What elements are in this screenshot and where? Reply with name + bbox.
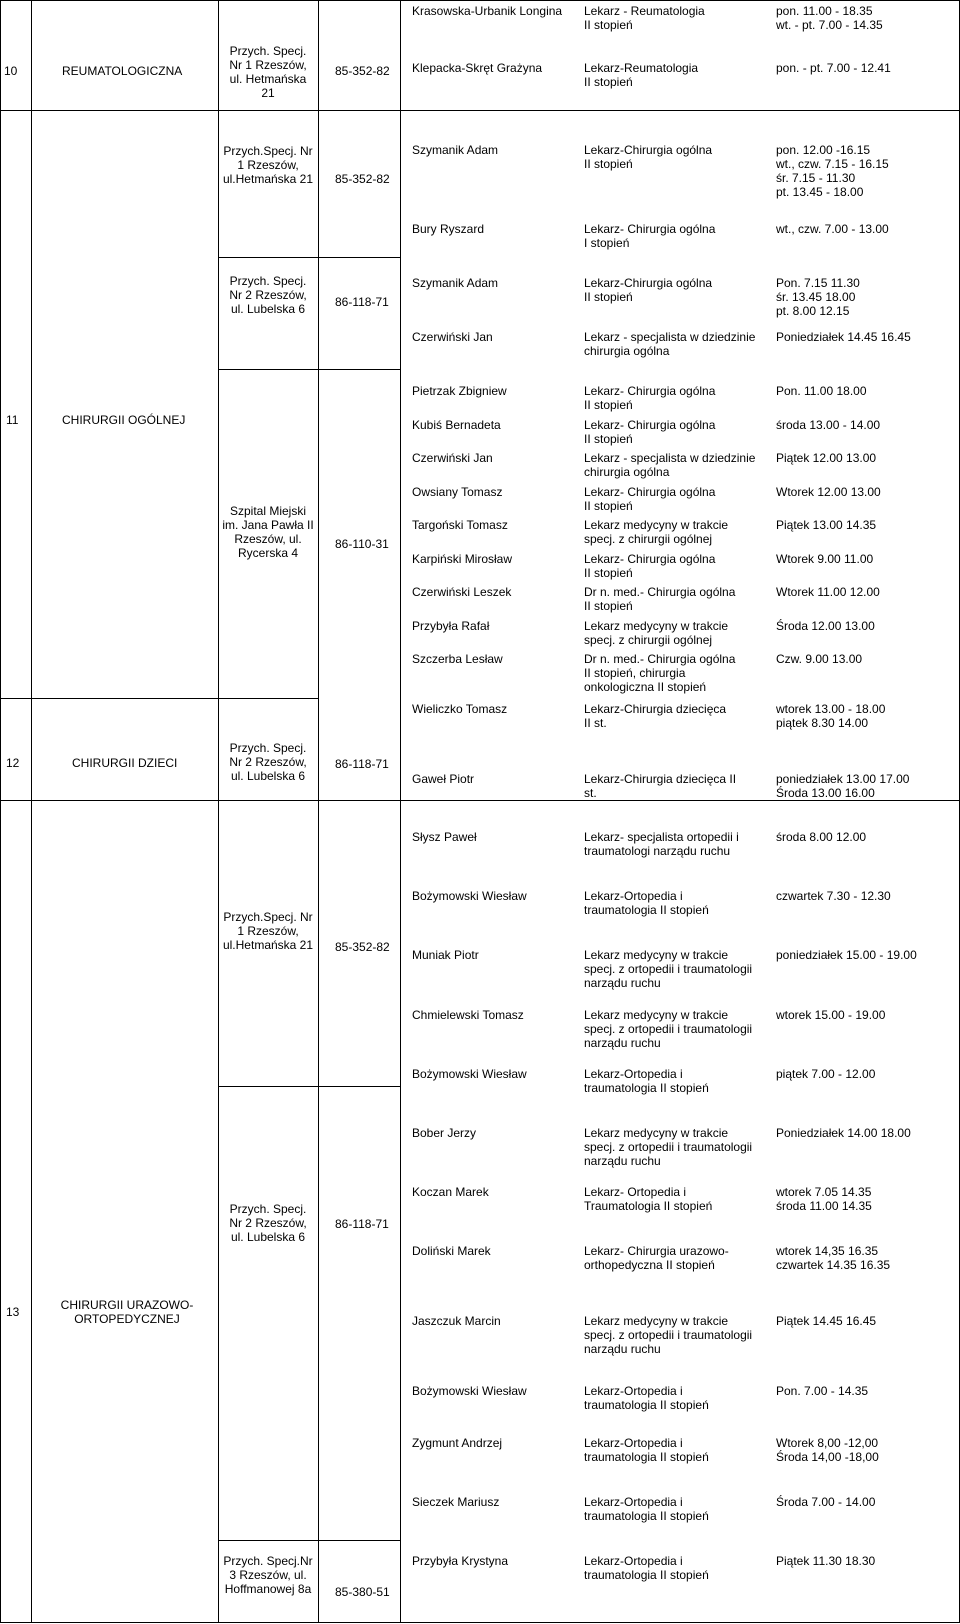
- doctor-specialty: Lekarz - specjalista w dziedzinie chirurgia ogólna: [584, 330, 756, 358]
- clinic-phone: 86-110-31: [335, 537, 389, 551]
- doctor-specialty: Dr n. med.- Chirurgia ogólna II stopień, chirurgia onkologiczna II stopień: [584, 652, 736, 694]
- doctor-hours: poniedziałek 13.00 17.00 Środa 13.00 16.00: [776, 772, 910, 800]
- doctor-name: Bury Ryszard: [412, 222, 485, 236]
- doctor-name: Bożymowski Wiesław: [412, 889, 527, 903]
- clinic-address: Przych. Specj.Nr 3 Rzeszów, ul. Hoffmanowej 8a: [223, 1554, 313, 1596]
- clinic-phone: 86-118-71: [335, 295, 389, 309]
- clinic-address: Przych. Specj. Nr 2 Rzeszów, ul. Lubelska 6: [229, 1202, 307, 1244]
- doctor-specialty: Lekarz- Chirurgia ogólna II stopień: [584, 485, 716, 513]
- doctor-specialty: Lekarz-Chirurgia dziecięca II st.: [584, 772, 737, 800]
- doctor-name: Targoński Tomasz: [412, 518, 508, 532]
- doctor-name: Bożymowski Wiesław: [412, 1384, 527, 1398]
- doctor-hours: Środa 12.00 13.00: [776, 619, 875, 633]
- doctor-name: Czerwiński Jan: [412, 451, 493, 465]
- doctor-hours: Środa 7.00 - 14.00: [776, 1495, 876, 1509]
- doctor-name: Szymanik Adam: [412, 276, 499, 290]
- doctor-hours: pon. 11.00 - 18.35 wt. - pt. 7.00 - 14.35: [776, 4, 883, 32]
- doctor-hours: wtorek 13.00 - 18.00 piątek 8.30 14.00: [776, 702, 886, 730]
- doctor-hours: pon. - pt. 7.00 - 12.41: [776, 61, 891, 75]
- doctor-name: Zygmunt Andrzej: [412, 1436, 503, 1450]
- clinic-address: Przych. Specj. Nr 2 Rzeszów, ul. Lubelska 6: [229, 741, 307, 783]
- doctor-hours: środa 13.00 - 14.00: [776, 418, 881, 432]
- clinic-address: Szpital Miejski im. Jana Pawła II Rzeszów, ul. Rycerska 4: [222, 504, 314, 560]
- doctor-name: Przybyła Rafał: [412, 619, 490, 633]
- doctor-name: Krasowska-Urbanik Longina: [412, 4, 563, 18]
- doctor-name: Karpiński Mirosław: [412, 552, 513, 566]
- doctor-hours: pon. 12.00 -16.15 wt., czw. 7.15 - 16.15 śr. 7.15 - 11.30 pt. 13.45 - 18.00: [776, 143, 889, 199]
- doctor-hours: wtorek 15.00 - 19.00: [776, 1008, 886, 1022]
- clinic-address: Przych. Specj. Nr 1 Rzeszów, ul. Hetmańska 21: [229, 44, 307, 100]
- doctor-hours: Piątek 14.45 16.45: [776, 1314, 877, 1328]
- doctor-specialty: Lekarz medycyny w trakcie specj. z ortopedii i traumatologii narządu ruchu: [584, 948, 753, 990]
- doctor-specialty: Lekarz medycyny w trakcie specj. z ortopedii i traumatologii narządu ruchu: [584, 1314, 753, 1356]
- doctor-hours: Wtorek 9.00 11.00: [776, 552, 874, 566]
- doctor-specialty: Lekarz-Chirurgia ogólna II stopień: [584, 276, 713, 304]
- section-number: 11: [6, 413, 19, 427]
- doctor-hours: Wtorek 11.00 12.00: [776, 585, 880, 599]
- doctor-hours: Piątek 12.00 13.00: [776, 451, 877, 465]
- doctor-specialty: Dr n. med.- Chirurgia ogólna II stopień: [584, 585, 736, 613]
- clinic-phone: 86-118-71: [335, 757, 389, 771]
- doctor-specialty: Lekarz-Ortopedia i traumatologia II stopień: [584, 889, 709, 917]
- clinic-address: Przych.Specj. Nr 1 Rzeszów, ul.Hetmańska 21: [222, 910, 314, 952]
- doctor-hours: poniedziałek 15.00 - 19.00: [776, 948, 917, 962]
- doctor-name: Szczerba Lesław: [412, 652, 503, 666]
- doctor-name: Chmielewski Tomasz: [412, 1008, 524, 1022]
- doctor-name: Doliński Marek: [412, 1244, 491, 1258]
- doctor-name: Czerwiński Jan: [412, 330, 493, 344]
- doctor-name: Czerwiński Leszek: [412, 585, 512, 599]
- doctor-specialty: Lekarz-Ortopedia i traumatologia II stopień: [584, 1067, 709, 1095]
- doctor-specialty: Lekarz - Reumatologia II stopień: [584, 4, 705, 32]
- doctor-name: Klepacka-Skręt Grażyna: [412, 61, 543, 75]
- doctor-specialty: Lekarz medycyny w trakcie specj. z ortopedii i traumatologii narządu ruchu: [584, 1008, 753, 1050]
- doctor-name: Kubiś Bernadeta: [412, 418, 501, 432]
- doctor-specialty: Lekarz-Ortopedia i traumatologia II stopień: [584, 1495, 709, 1523]
- doctor-specialty: Lekarz - specjalista w dziedzinie chirurgia ogólna: [584, 451, 756, 479]
- clinic-phone: 85-352-82: [335, 64, 390, 78]
- doctor-hours: Pon. 7.15 11.30 śr. 13.45 18.00 pt. 8.00 12.15: [776, 276, 860, 318]
- doctor-specialty: Lekarz-Reumatologia II stopień: [584, 61, 699, 89]
- doctor-specialty: Lekarz-Ortopedia i traumatologia II stopień: [584, 1436, 709, 1464]
- doctor-name: Szymanik Adam: [412, 143, 499, 157]
- doctor-specialty: Lekarz- Chirurgia ogólna I stopień: [584, 222, 716, 250]
- doctor-name: Gaweł Piotr: [412, 772, 475, 786]
- doctor-hours: Pon. 11.00 18.00: [776, 384, 867, 398]
- doctor-name: Przybyła Krystyna: [412, 1554, 509, 1568]
- doctor-specialty: Lekarz medycyny w trakcie specj. z ortopedii i traumatologii narządu ruchu: [584, 1126, 753, 1168]
- doctor-specialty: Lekarz medycyny w trakcie specj. z chirurgii ogólnej: [584, 518, 729, 546]
- doctor-hours: Piątek 11.30 18.30: [776, 1554, 876, 1568]
- section-name: CHIRURGII DZIECI: [72, 756, 178, 770]
- section-name: REUMATOLOGICZNA: [62, 64, 183, 78]
- section-number: 12: [6, 756, 20, 770]
- doctor-name: Wieliczko Tomasz: [412, 702, 508, 716]
- doctor-hours: Czw. 9.00 13.00: [776, 652, 863, 666]
- doctor-hours: środa 8.00 12.00: [776, 830, 867, 844]
- doctor-hours: wtorek 14,35 16.35 czwartek 14.35 16.35: [776, 1244, 891, 1272]
- doctor-name: Bober Jerzy: [412, 1126, 477, 1140]
- doctor-specialty: Lekarz-Chirurgia dziecięca II st.: [584, 702, 727, 730]
- doctor-hours: wtorek 7.05 14.35 środa 11.00 14.35: [776, 1185, 872, 1213]
- doctor-name: Owsiany Tomasz: [412, 485, 503, 499]
- doctor-specialty: Lekarz-Chirurgia ogólna II stopień: [584, 143, 713, 171]
- clinic-phone: 85-352-82: [335, 172, 390, 186]
- doctor-hours: piątek 7.00 - 12.00: [776, 1067, 876, 1081]
- doctor-specialty: Lekarz- Chirurgia ogólna II stopień: [584, 418, 716, 446]
- doctor-name: Pietrzak Zbigniew: [412, 384, 507, 398]
- doctor-hours: Piątek 13.00 14.35: [776, 518, 877, 532]
- doctor-specialty: Lekarz- Chirurgia urazowo- orthopedyczna II stopień: [584, 1244, 729, 1272]
- doctor-hours: Wtorek 12.00 13.00: [776, 485, 881, 499]
- doctor-specialty: Lekarz- Chirurgia ogólna II stopień: [584, 552, 716, 580]
- doctor-name: Słysz Paweł: [412, 830, 477, 844]
- doctor-name: Muniak Piotr: [412, 948, 479, 962]
- clinic-phone: 85-352-82: [335, 940, 390, 954]
- clinic-phone: 86-118-71: [335, 1217, 389, 1231]
- section-number: 13: [6, 1305, 20, 1319]
- section-name: CHIRURGII URAZOWO-ORTOPEDYCZNEJ: [60, 1298, 194, 1326]
- clinic-phone: 85-380-51: [335, 1585, 390, 1599]
- doctor-hours: Poniedziałek 14.00 18.00: [776, 1126, 911, 1140]
- doctor-specialty: Lekarz- Chirurgia ogólna II stopień: [584, 384, 716, 412]
- doctor-hours: Poniedziałek 14.45 16.45: [776, 330, 911, 344]
- clinic-address: Przych. Specj. Nr 2 Rzeszów, ul. Lubelska 6: [229, 274, 307, 316]
- doctor-hours: Wtorek 8,00 -12,00 Środa 14,00 -18,00: [776, 1436, 879, 1464]
- doctor-specialty: Lekarz- Ortopedia i Traumatologia II stopień: [584, 1185, 713, 1213]
- doctor-hours: wt., czw. 7.00 - 13.00: [776, 222, 889, 236]
- section-number: 10: [4, 64, 18, 78]
- doctor-name: Jaszczuk Marcin: [412, 1314, 501, 1328]
- clinic-address: Przych.Specj. Nr 1 Rzeszów, ul.Hetmańska 21: [222, 144, 314, 186]
- doctor-specialty: Lekarz- specjalista ortopedii i traumatologi narządu ruchu: [584, 830, 739, 858]
- doctor-specialty: Lekarz medycyny w trakcie specj. z chirurgii ogólnej: [584, 619, 729, 647]
- section-name: CHIRURGII OGÓLNEJ: [62, 413, 186, 427]
- doctor-hours: Pon. 7.00 - 14.35: [776, 1384, 869, 1398]
- doctor-name: Koczan Marek: [412, 1185, 489, 1199]
- doctor-hours: czwartek 7.30 - 12.30: [776, 889, 891, 903]
- doctor-specialty: Lekarz-Ortopedia i traumatologia II stopień: [584, 1554, 709, 1582]
- doctor-name: Bożymowski Wiesław: [412, 1067, 527, 1081]
- doctor-name: Sieczek Mariusz: [412, 1495, 500, 1509]
- doctor-specialty: Lekarz-Ortopedia i traumatologia II stopień: [584, 1384, 709, 1412]
